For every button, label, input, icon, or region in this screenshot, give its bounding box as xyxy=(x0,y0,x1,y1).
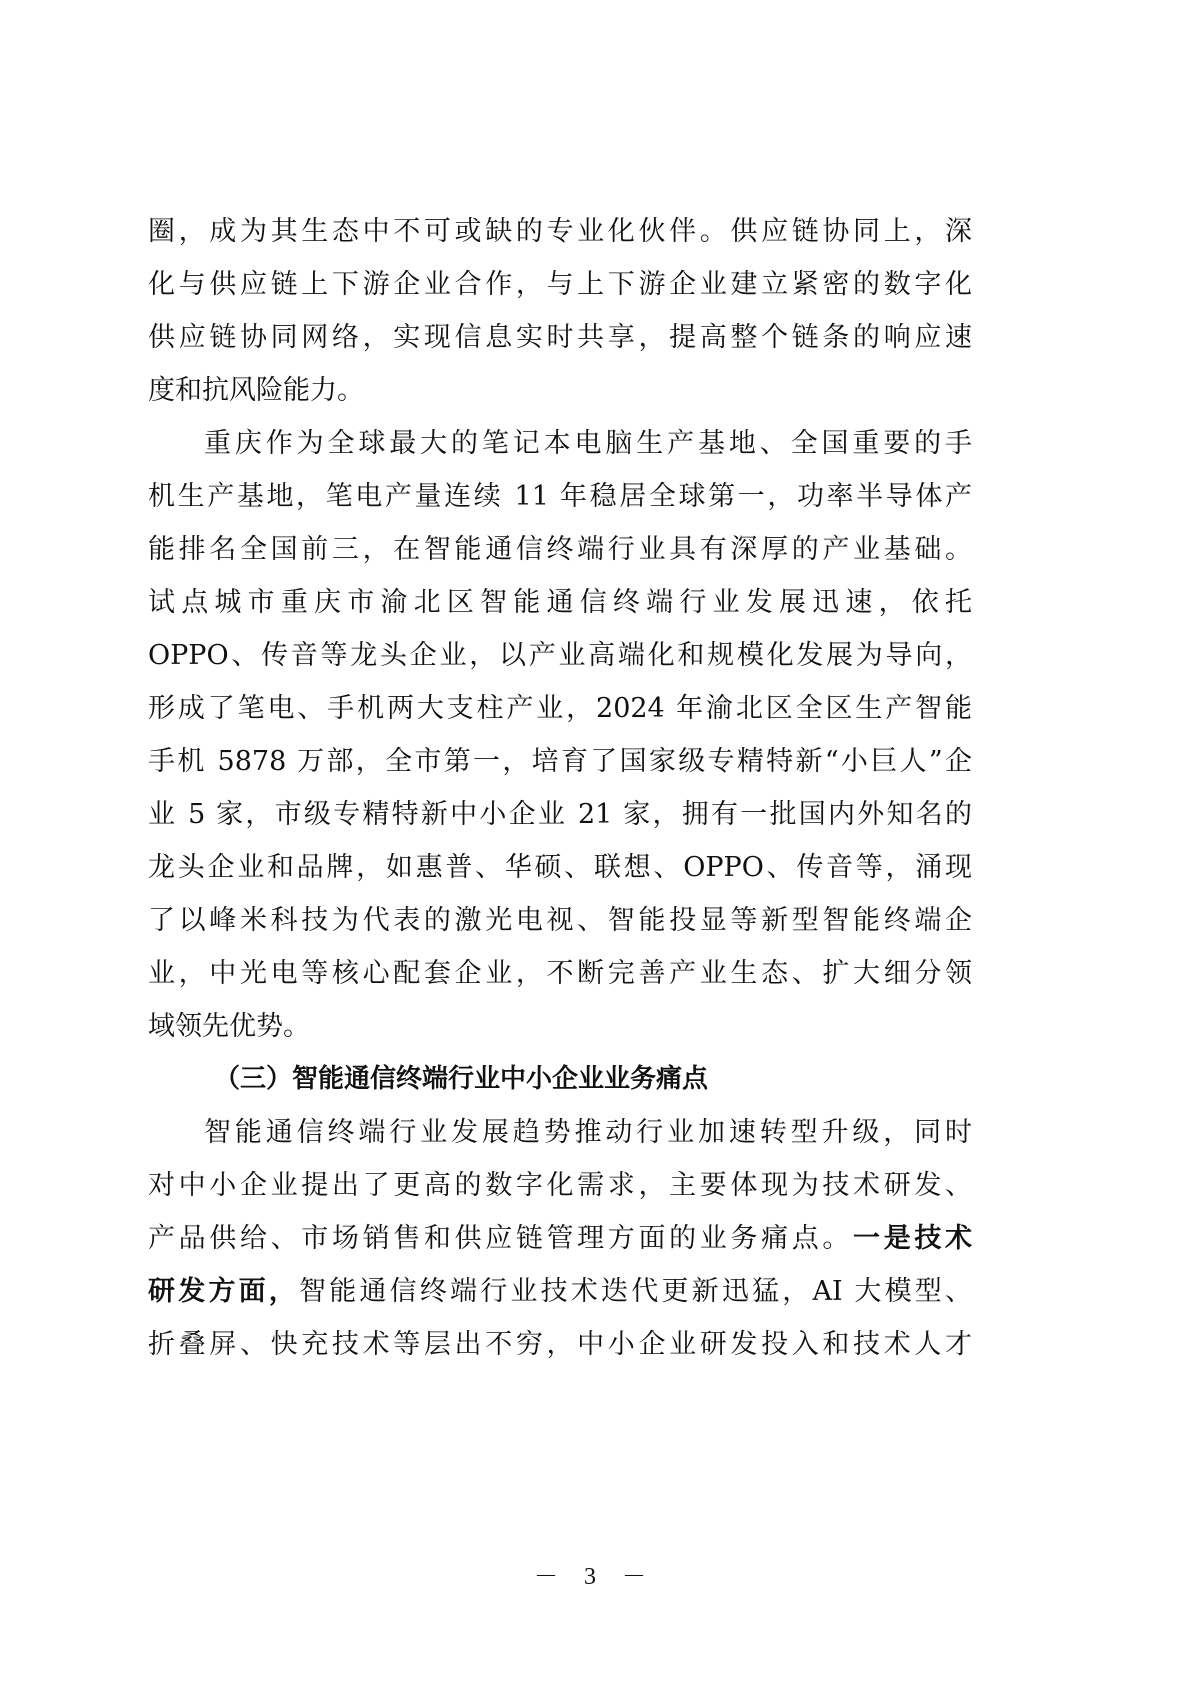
text-line: 对中小企业提出了更高的数字化需求，主要体现为技术研发、 xyxy=(148,1170,972,1201)
text-segment: 智能通信终端行业技术迭代更新迅猛，AI 大模型、 xyxy=(299,1276,973,1307)
text-line: 能排名全国前三，在智能通信终端行业具有深厚的产业基础。 xyxy=(148,534,972,565)
text-line: 重庆作为全球最大的笔记本电脑生产基地、全国重要的手 xyxy=(204,428,972,459)
text-line: 了以峰米科技为代表的激光电视、智能投显等新型智能终端企 xyxy=(148,905,972,936)
text-line: 龙头企业和品牌，如惠普、华硕、联想、OPPO、传音等，涌现 xyxy=(148,852,972,883)
text-line: 业，中光电等核心配套企业，不断完善产业生态、扩大细分领 xyxy=(148,958,972,989)
text-line: 折叠屏、快充技术等层出不穷，中小企业研发投入和技术人才 xyxy=(148,1329,972,1360)
text-line: 机生产基地，笔电产量连续 11 年稳居全球第一，功率半导体产 xyxy=(148,481,972,512)
section-heading: （三）智能通信终端行业中小企业业务痛点 xyxy=(214,1064,709,1094)
text-line: OPPO、传音等龙头企业，以产业高端化和规模化发展为导向， xyxy=(148,640,972,671)
text-line: 度和抗风险能力。 xyxy=(148,375,364,406)
bold-emphasis: 研发方面， xyxy=(148,1276,300,1307)
bold-emphasis: 一是技术 xyxy=(853,1223,973,1254)
body-text xyxy=(148,205,972,1371)
text-line: 域领先优势。 xyxy=(148,1011,310,1042)
text-line xyxy=(148,1212,972,1265)
text-line: 形成了笔电、手机两大支柱产业，2024 年渝北区全区生产智能 xyxy=(148,693,972,724)
page-number: － 3 － xyxy=(534,1564,656,1590)
text-line: 化与供应链上下游企业合作，与上下游企业建立紧密的数字化 xyxy=(148,269,972,300)
text-line: 试点城市重庆市渝北区智能通信终端行业发展迅速，依托 xyxy=(148,587,972,618)
text-segment: 产品供给、市场销售和供应链管理方面的业务痛点。 xyxy=(148,1223,854,1254)
text-line: 手机 5878 万部，全市第一，培育了国家级专精特新“小巨人”企 xyxy=(148,746,972,777)
text-line: 业 5 家，市级专精特新中小企业 21 家，拥有一批国内外知名的 xyxy=(148,799,972,830)
text-line: 圈，成为其生态中不可或缺的专业化伙伴。供应链协同上，深 xyxy=(148,216,972,247)
text-line: 智能通信终端行业发展趋势推动行业加速转型升级，同时 xyxy=(204,1117,972,1148)
text-line xyxy=(148,1265,972,1318)
text-line: 供应链协同网络，实现信息实时共享，提高整个链条的响应速 xyxy=(148,322,972,353)
